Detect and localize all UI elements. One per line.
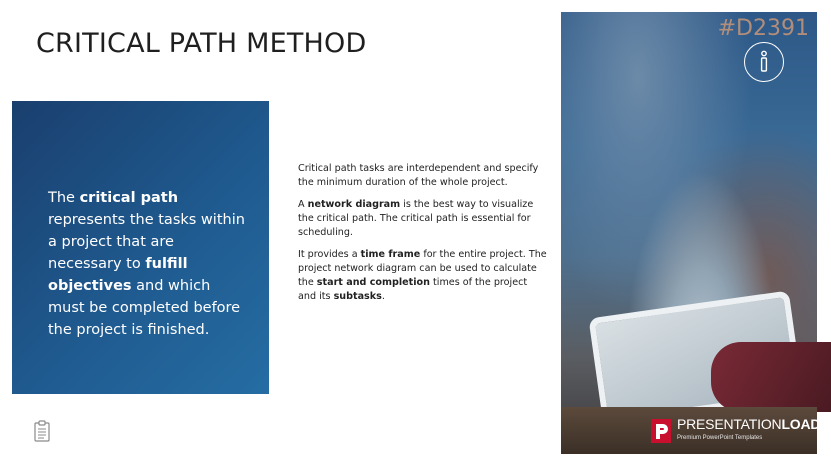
body-text xyxy=(298,162,548,312)
notes-icon[interactable] xyxy=(34,420,50,442)
paragraph-2 xyxy=(298,198,548,240)
text-part: for the entire project. The project network diagram can be used to calculate the xyxy=(298,249,547,288)
text-part: . xyxy=(381,291,385,302)
logo-wordmark xyxy=(677,416,825,432)
highlight-text-part: and which must be completed before the project is finished. xyxy=(48,278,241,338)
text-part: times of the project and its xyxy=(298,277,528,302)
paragraph-1: Critical path tasks are interdependent and specify the minimum duration of the whole project. xyxy=(298,163,539,188)
logo-registered: ® xyxy=(820,418,826,426)
logo-mark-icon xyxy=(651,419,671,443)
bold-start-and-completion: start and completion xyxy=(316,277,430,288)
highlight-text xyxy=(48,187,248,341)
slide-code: #D2391 xyxy=(717,16,809,41)
paragraph-3 xyxy=(298,248,548,304)
logo-word-light: PRESENTATION xyxy=(677,416,782,432)
sleeve-shape xyxy=(711,342,831,412)
logo-word-bold: LOAD xyxy=(781,416,821,432)
text-part: is the best way to visualize the critical path. The critical path is essential for scheduling. xyxy=(298,199,534,238)
highlight-bold-critical-path: critical path xyxy=(79,190,179,206)
text-part: It provides a xyxy=(298,249,361,260)
slide-title: CRITICAL PATH METHOD xyxy=(36,28,367,59)
bold-time-frame: time frame xyxy=(360,249,421,260)
bold-network-diagram: network diagram xyxy=(307,199,401,210)
info-icon-glyph xyxy=(745,43,783,81)
text-part: A xyxy=(298,199,308,210)
bold-subtasks: subtasks xyxy=(333,291,382,302)
highlight-box xyxy=(12,101,269,394)
highlight-text-part: represents the tasks within a project that are necessary to xyxy=(48,212,245,272)
tablet-photo xyxy=(561,12,826,454)
highlight-text-part: The xyxy=(48,190,80,206)
highlight-bold-fulfill-objectives: fulfill objectives xyxy=(48,256,188,294)
info-icon[interactable] xyxy=(744,42,784,82)
logo-tagline: Premium PowerPoint Templates xyxy=(677,435,763,441)
